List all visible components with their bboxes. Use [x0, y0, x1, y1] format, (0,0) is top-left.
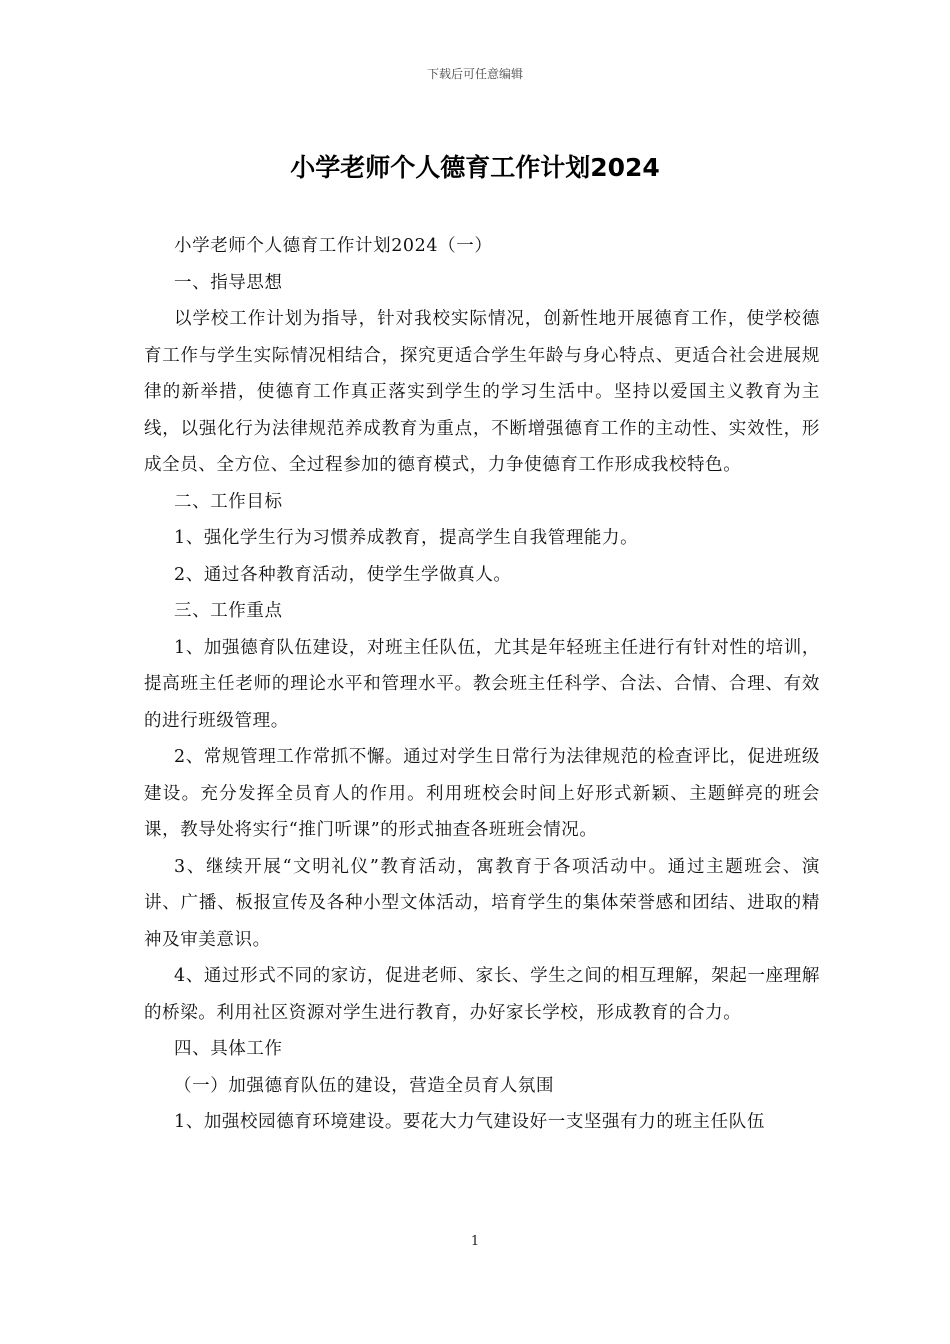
- page-header-note: 下载后可任意编辑: [426, 67, 523, 81]
- page-number: 1: [470, 1234, 480, 1249]
- focus-item-3: 3、继续开展“文明礼仪”教育活动，寓教育于各项活动中。通过主题班会、演讲、广播、板报宣传及各种小型文体活动，培育学生的集体荣誉感和团结、进取的精神及审美意识。: [144, 856, 820, 950]
- heading-work-goals: 二、工作目标: [174, 491, 283, 512]
- focus-item-4: 4、通过形式不同的家访，促进老师、家长、学生之间的相互理解，架起一座理解的桥梁。利用社区资源对学生进行教育，办好家长学校，形成教育的合力。: [144, 966, 820, 1023]
- heading-work-focus: 三、工作重点: [174, 601, 283, 621]
- subheading-team-building: （一）加强德育队伍的建设，营造全员育人氛围: [174, 1075, 555, 1096]
- goal-item-2: 2、通过各种教育活动，使学生学做真人。: [174, 564, 512, 585]
- work-item-1: 1、加强校园德育环境建设。要花大力气建设好一支坚强有力的班主任队伍: [174, 1112, 765, 1132]
- focus-item-1: 1、加强德育队伍建设，对班主任队伍，尤其是年轻班主任进行有针对性的培训，提高班主任老师的理论水平和管理水平。教会班主任科学、合法、合情、合理、有效的进行班级管理。: [144, 637, 820, 731]
- goal-item-1: 1、强化学生行为习惯养成教育，提高学生自我管理能力。: [174, 528, 639, 548]
- focus-item-2: 2、常规管理工作常抓不懈。通过对学生日常行为法律规范的检查评比，促进班级建设。充分发挥全员育人的作用。利用班校会时间上好形式新颖、主题鲜亮的班会课，教导处将实行“推门听课”的形式抽查各班班会情况。: [144, 747, 820, 840]
- document-body: [144, 228, 820, 1141]
- heading-guiding-ideology: 一、指导思想: [174, 272, 283, 293]
- section-subtitle: 小学老师个人德育工作计划2024（一）: [174, 236, 493, 256]
- heading-specific-work: 四、具体工作: [174, 1039, 283, 1059]
- paragraph-guiding-ideology: 以学校工作计划为指导，针对我校实际情况，创新性地开展德育工作，使学校德育工作与学生实际情况相结合，探究更适合学生年龄与身心特点、更适合社会进展规律的新举措，使德育工作真正落实到学生的学习生活中。坚持以爱国主义教育为主线，以强化行为法律规范养成教育为重点，不断增强德育工作的主动性、实效性，形成全员、全方位、全过程参加的德育模式，力争使德育工作形成我校特色。: [144, 309, 820, 475]
- document-title: 小学老师个人德育工作计划2024: [290, 153, 660, 182]
